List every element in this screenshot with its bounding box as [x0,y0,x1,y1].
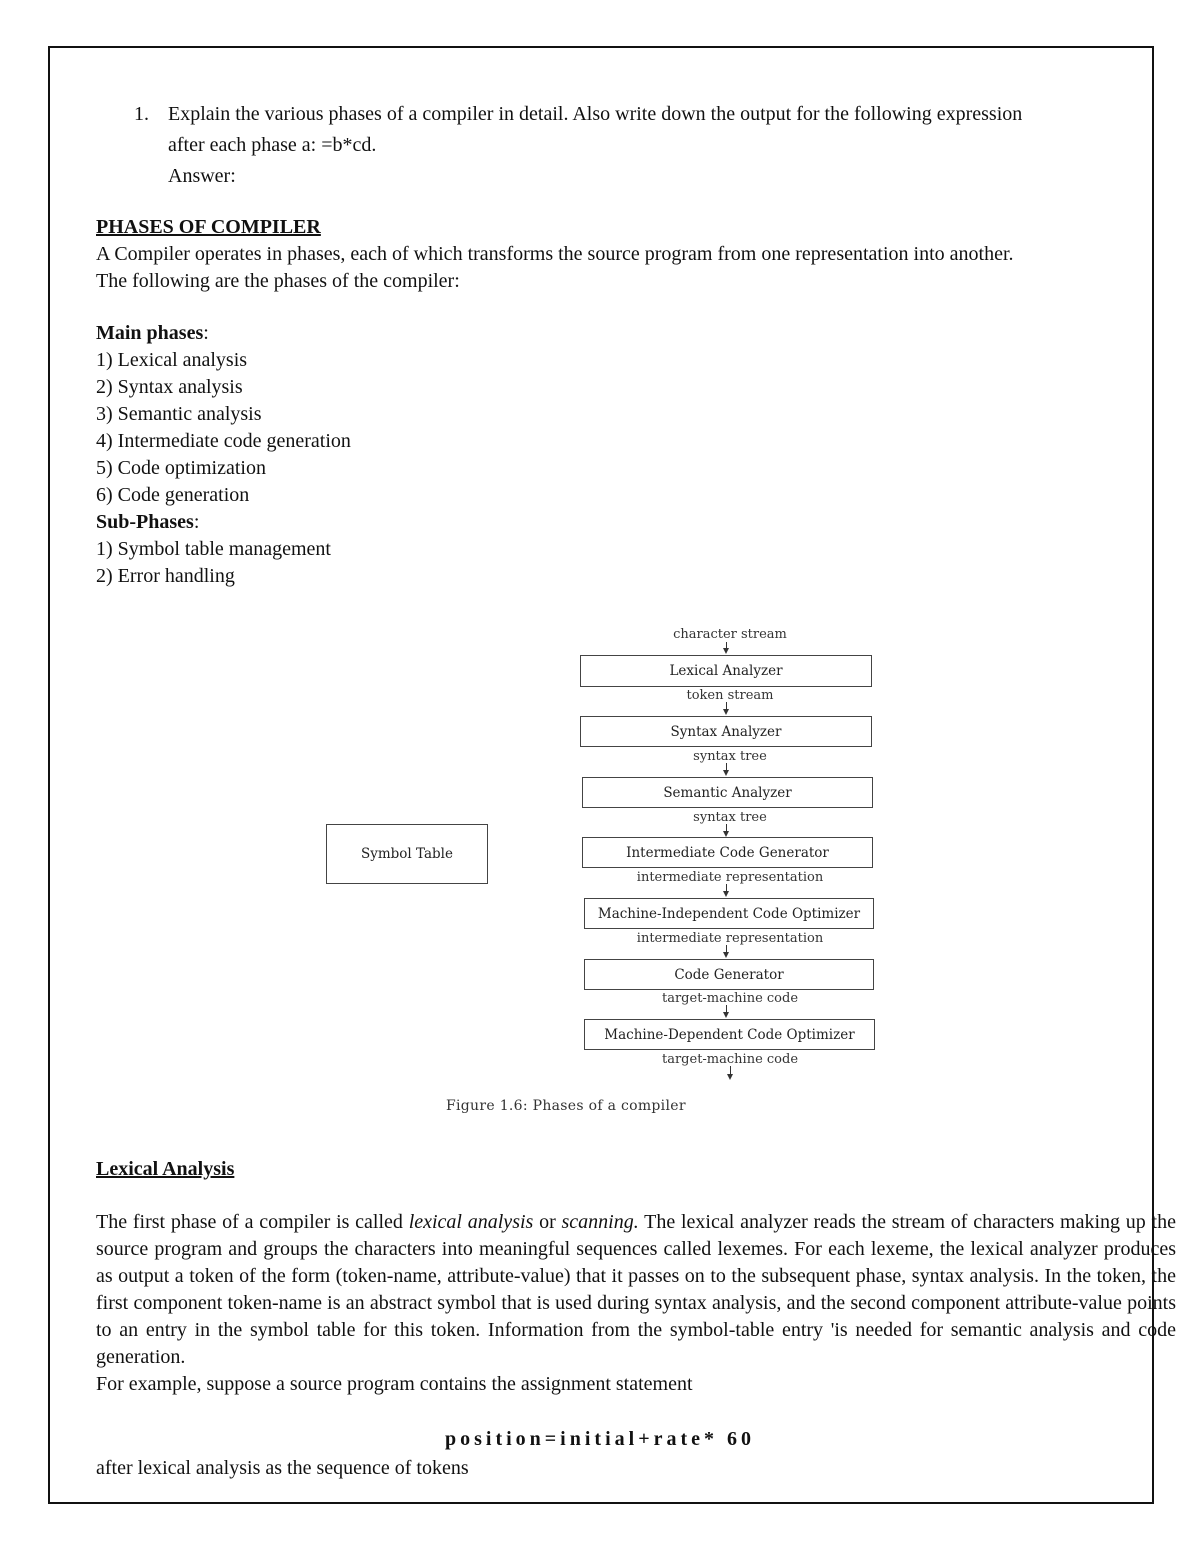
list-item: 6) Code generation [96,484,250,506]
phases-intro-line1: A Compiler operates in phases, each of which transforms the source program from one representation into another. [96,243,1014,265]
phases-heading: PHASES OF COMPILER [96,216,321,238]
list-item: 5) Code optimization [96,457,266,479]
list-item: 2) Syntax analysis [96,376,243,398]
answer-label: Answer: [168,165,236,187]
compiler-phases-figure [320,620,900,1120]
list-item: 3) Semantic analysis [96,403,262,425]
flow-label-intermediate-representation-2: intermediate representation [636,931,824,946]
box-code-generator: Code Generator [584,959,874,990]
list-item: 1) Lexical analysis [96,349,248,371]
box-semantic-analyzer: Semantic Analyzer [582,777,873,808]
sub-phases-colon: : [193,511,200,533]
flow-label-target-machine-code-2: target-machine code [661,1052,799,1067]
sub-phases-heading [96,509,351,536]
flow-label-intermediate-representation: intermediate representation [636,870,824,885]
lexical-text-c: The lexical analyzer reads the stream of characters making up the source program and groups the characters into meaningful sequences called lexemes. For each lexeme, the lexical analyzer produces as output a token of the form (token-name, attribute-value) that it passes on to the subsequent phase, syntax analysis. In the token, the first component token-name is an abstract symbol that is used during syntax analysis, and the second component attribute-value points to an entry in the symbol table for this token. Information from the symbol-table entry 'is needed for semantic analysis and code generation. [96,1211,1176,1368]
flow-label-syntax-tree: syntax tree [693,749,767,764]
box-intermediate-code-generator: Intermediate Code Generator [582,837,873,868]
flow-label-syntax-tree-2: syntax tree [693,810,767,825]
box-machine-independent-optimizer: Machine-Independent Code Optimizer [584,898,874,929]
list-item: 1) Symbol table management [96,538,331,560]
list-item: 2) Error handling [96,565,235,587]
lexical-paragraph [96,1209,1176,1371]
lexical-text-b: or [533,1211,562,1233]
box-lexical-analyzer: Lexical Analyzer [580,655,872,687]
flow-label-character-stream: character stream [673,627,787,642]
lexical-text-a: The first phase of a compiler is called [96,1211,409,1233]
box-machine-dependent-optimizer: Machine-Dependent Code Optimizer [584,1019,875,1050]
lexical-analysis-heading: Lexical Analysis [96,1158,235,1180]
main-phases-colon: : [203,322,209,344]
box-symbol-table: Symbol Table [326,824,488,884]
flow-label-target-machine-code: target-machine code [661,991,799,1006]
assignment-expression: position=initial+rate* 60 [444,1428,756,1450]
figure-caption: Figure 1.6: Phases of a compiler [446,1098,686,1114]
tokens-intro: after lexical analysis as the sequence of tokens [96,1457,469,1479]
example-intro: For example, suppose a source program contains the assignment statement [96,1373,693,1395]
sub-phases-label: Sub-Phases [96,511,194,533]
box-syntax-analyzer: Syntax Analyzer [580,716,872,747]
question-text-line2: after each phase a: =b*cd. [168,134,377,156]
question-number: 1. [134,103,149,125]
lexical-term-scanning: scanning. [561,1211,639,1233]
phases-intro-line2: The following are the phases of the compiler: [96,270,460,292]
lexical-term-lexical-analysis: lexical analysis [408,1211,534,1233]
phases-list [96,320,351,590]
flow-label-token-stream: token stream [686,688,774,703]
main-phases-label: Main phases [96,322,204,344]
question-text-line1: Explain the various phases of a compiler in detail. Also write down the output for the following expression [168,103,1023,125]
list-item: 4) Intermediate code generation [96,430,351,452]
main-phases-heading [96,320,351,347]
